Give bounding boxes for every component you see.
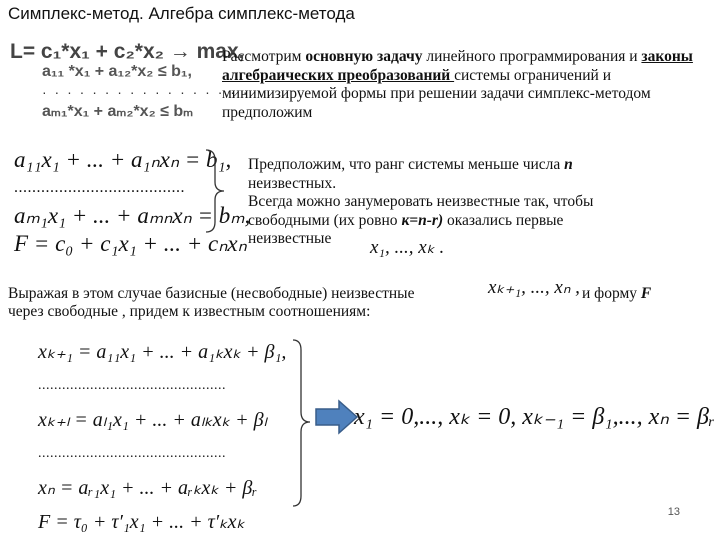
system1-dots: ...................................... bbox=[14, 179, 185, 196]
constraint-dots: · · · · · · · · · · · · · · · · · bbox=[42, 84, 250, 100]
intro-text-1: Рассмотрим bbox=[222, 48, 306, 65]
expressing-text-form: и форму bbox=[582, 285, 641, 302]
system1-right-brace bbox=[203, 148, 229, 234]
slide-title: Симплекс-метод. Алгебра симплекс-метода bbox=[8, 4, 355, 23]
intro-bold-laws: законы алгебраических преобразований bbox=[222, 48, 693, 84]
system2-row-first: xₖ₊₁ = a₁₁x₁ + ... + a₁ₖxₖ + β₁, bbox=[38, 341, 287, 363]
objective-F: F = c₀ + c₁x₁ + ... + cₙxₙ bbox=[14, 231, 247, 256]
constraint-first: a₁₁ *x₁ + a₁₂*x₂ ≤ b₁, bbox=[42, 63, 192, 80]
assumption-text-1: Предположим, что ранг системы меньше числа bbox=[248, 156, 565, 173]
intro-bold-main-task: основную задачу bbox=[305, 48, 423, 65]
assumption-text-4c: оказались первые bbox=[443, 211, 564, 229]
intro-text-2: линейного программирования и bbox=[422, 48, 642, 65]
free-variables: x₁, ..., xₖ . bbox=[370, 237, 445, 258]
intro-paragraph bbox=[222, 48, 712, 122]
constraint-last: aₘ₁*x₁ + aₘ₂*x₂ ≤ bₘ bbox=[42, 103, 194, 120]
assumption-n: n bbox=[564, 156, 573, 173]
system1-eq-first: a₁₁x₁ + ... + a₁ₙxₙ = b₁, bbox=[14, 147, 232, 172]
page-number: 13 bbox=[667, 506, 680, 518]
assumption-k-formula: к=n-r) bbox=[401, 211, 444, 229]
basic-variables: xₖ₊₁, ..., xₙ , bbox=[488, 277, 580, 298]
system2-row-l: xₖ₊ₗ = aₗ₁x₁ + ... + aₗₖxₖ + βₗ bbox=[38, 409, 267, 431]
system2-right-brace bbox=[290, 338, 314, 508]
assumption-line-5: неизвестные bbox=[248, 230, 332, 247]
expressing-line-2: через свободные , придем к известным соотношениям: bbox=[8, 303, 371, 320]
system2-F: F = τ₀ + τ′₁x₁ + ... + τ′ₖxₖ bbox=[38, 511, 246, 533]
assumption-line-2: неизвестных. bbox=[248, 174, 337, 192]
expressing-line-1: Выражая в этом случае базисные (несвободные) неизвестные bbox=[8, 285, 415, 302]
assumption-paragraph bbox=[248, 156, 708, 249]
objective-function: L= c₁*x₁ + c₂*x₂ → max, bbox=[10, 40, 245, 63]
assumption-text-4a: свободными (их ровно bbox=[248, 211, 402, 229]
assumption-line-1 bbox=[248, 156, 708, 175]
result-formula: x₁ = 0,..., xₖ = 0, xₖ₋₁ = β₁,..., xₙ = βᵣ bbox=[354, 404, 715, 430]
system1-eq-last: aₘ₁x₁ + ... + aₘₙxₙ = bₘ, bbox=[14, 203, 251, 228]
assumption-line-4 bbox=[248, 212, 708, 231]
system2-dots-1: ............................................... bbox=[38, 378, 226, 393]
system2-row-last: xₙ = aᵣ₁x₁ + ... + aᵣₖxₖ + βᵣ bbox=[38, 477, 258, 499]
assumption-line-3: Всегда можно занумеровать неизвестные так, чтобы bbox=[248, 193, 594, 210]
expressing-F: F bbox=[640, 285, 652, 302]
system2-dots-2: ............................................... bbox=[38, 446, 226, 461]
intro-text-3: системы ограничений и минимизируемой формы при решении задачи симплекс-методом предположим bbox=[222, 66, 651, 121]
expressing-line-1-end bbox=[582, 285, 651, 304]
equation-system-2 bbox=[38, 335, 286, 539]
lp-problem bbox=[10, 42, 250, 122]
